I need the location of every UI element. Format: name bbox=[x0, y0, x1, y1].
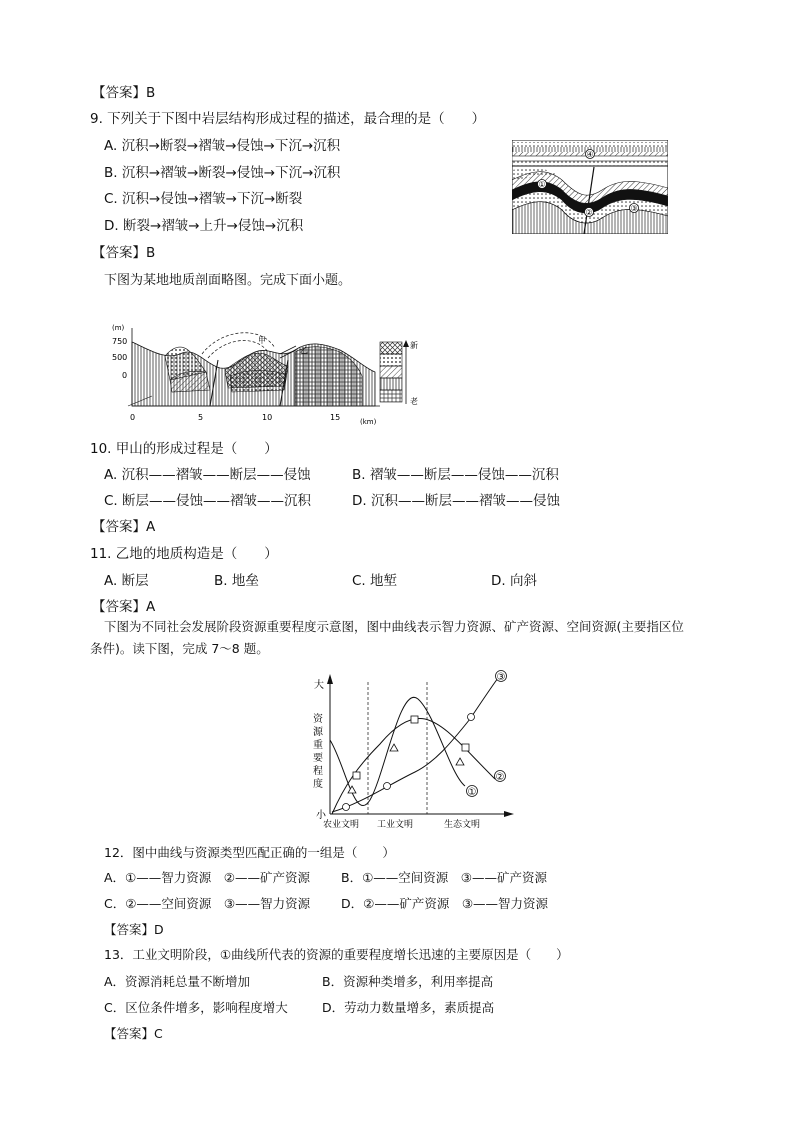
question-10-option-b: B. 褶皱——断层——侵蚀——沉积 bbox=[352, 467, 559, 483]
question-10-option-d: D. 沉积——断层——褶皱——侵蚀 bbox=[352, 493, 560, 509]
resource-chart bbox=[300, 664, 520, 834]
answer-11: 【答案】A bbox=[92, 599, 156, 615]
geological-profile-figure bbox=[110, 320, 440, 430]
answer-12: 【答案】D bbox=[104, 922, 164, 937]
answer-10: 【答案】A bbox=[92, 519, 156, 535]
question-13-option-c: C．区位条件增多，影响程度增大 bbox=[104, 1000, 288, 1015]
series-2-marker bbox=[353, 772, 360, 779]
profile-ytick-0: 0 bbox=[122, 371, 128, 380]
profile-label-yi: 乙 bbox=[300, 346, 308, 355]
question-13-stem: 13．工业文明阶段，①曲线所代表的资源的重要程度增长迅速的主要原因是（ ） bbox=[104, 947, 569, 962]
answer-9: 【答案】B bbox=[92, 245, 156, 261]
profile-ytick-750: 750 bbox=[112, 337, 128, 346]
chart-ylabel-char: 重 bbox=[313, 740, 323, 751]
question-11-option-c: C. 地堑 bbox=[352, 573, 398, 589]
series-2-marker bbox=[411, 716, 418, 723]
question-9-option-b: B. 沉积→褶皱→断裂→侵蚀→下沉→沉积 bbox=[104, 165, 341, 181]
profile-xtick-10: 10 bbox=[262, 413, 273, 422]
answer-prev: 【答案】B bbox=[92, 85, 156, 101]
question-11-option-d: D. 向斜 bbox=[491, 573, 537, 589]
chart-ylabel-char: 源 bbox=[313, 727, 323, 738]
series-3-marker bbox=[384, 783, 391, 790]
question-12-option-a: A．①——智力资源 ②——矿产资源 bbox=[104, 870, 310, 885]
question-9-stem: 9. 下列关于下图中岩层结构形成过程的描述，最合理的是（ ） bbox=[90, 111, 486, 127]
strata-label-3: ③ bbox=[630, 204, 638, 213]
series-2-marker bbox=[462, 744, 469, 751]
series-3-marker bbox=[343, 804, 350, 811]
chart-y-bottom-label: 小 bbox=[316, 810, 326, 821]
rock-strata-figure bbox=[512, 140, 668, 234]
chart-y-top-label: 大 bbox=[314, 680, 324, 691]
legend-old: 老 bbox=[410, 397, 418, 406]
strata-label-4: ④ bbox=[586, 150, 594, 159]
question-11-option-b: B. 地垒 bbox=[214, 573, 259, 589]
series-1-label: ① bbox=[467, 787, 477, 798]
series-3-marker bbox=[468, 714, 475, 721]
profile-xtick-5: 5 bbox=[198, 413, 204, 422]
question-13-option-b: B．资源种类增多，利用率提高 bbox=[322, 974, 494, 989]
intro-profile: 下图为某地地质剖面略图。完成下面小题。 bbox=[104, 273, 352, 288]
chart-ylabel-char: 资 bbox=[313, 714, 323, 725]
series-2-label: ② bbox=[495, 772, 505, 783]
profile-unit-km: (km) bbox=[360, 418, 377, 426]
profile-xtick-15: 15 bbox=[330, 413, 341, 422]
question-10-option-a: A. 沉积——褶皱——断层——侵蚀 bbox=[104, 467, 311, 483]
question-13-option-a: A．资源消耗总量不断增加 bbox=[104, 974, 251, 989]
intro-resource-line1: 下图为不同社会发展阶段资源重要程度示意图，图中曲线表示智力资源、矿产资源、空间资源(主要指区位 bbox=[104, 619, 684, 634]
chart-ylabel-char: 要 bbox=[313, 753, 323, 764]
question-10-stem: 10. 甲山的形成过程是（ ） bbox=[90, 441, 278, 457]
series-3-label: ③ bbox=[496, 672, 506, 683]
profile-label-jia: 甲 bbox=[258, 336, 266, 345]
profile-ytick-500: 500 bbox=[112, 353, 128, 362]
question-13-option-d: D．劳动力数量增多，素质提高 bbox=[322, 1000, 495, 1015]
question-9-option-a: A. 沉积→断裂→褶皱→侵蚀→下沉→沉积 bbox=[104, 138, 341, 154]
question-12-option-d: D．②——矿产资源 ③——智力资源 bbox=[341, 896, 549, 911]
question-11-stem: 11. 乙地的地质构造是（ ） bbox=[90, 546, 278, 562]
chart-stage-agriculture: 农业文明 bbox=[323, 820, 360, 830]
question-12-stem: 12．图中曲线与资源类型匹配正确的一组是（ ） bbox=[104, 845, 395, 860]
question-12-option-b: B．①——空间资源 ③——矿产资源 bbox=[341, 870, 547, 885]
series-1-marker bbox=[456, 758, 464, 765]
chart-y-label bbox=[313, 712, 326, 790]
chart-ylabel-char: 度 bbox=[313, 779, 323, 790]
profile-xtick-0: 0 bbox=[130, 413, 136, 422]
chart-ylabel-char: 程 bbox=[313, 766, 323, 777]
series-2-line bbox=[332, 718, 495, 814]
question-9-option-d: D. 断裂→褶皱→上升→侵蚀→沉积 bbox=[104, 218, 304, 234]
question-12-option-c: C．②——空间资源 ③——智力资源 bbox=[104, 896, 311, 911]
chart-stage-industry: 工业文明 bbox=[377, 820, 414, 830]
question-11-option-a: A. 断层 bbox=[104, 573, 149, 589]
profile-unit-m: (m) bbox=[112, 324, 125, 332]
question-9-option-c: C. 沉积→侵蚀→褶皱→下沉→断裂 bbox=[104, 191, 303, 207]
intro-resource-line2: 条件)。读下图，完成 7～8 题。 bbox=[90, 641, 269, 656]
legend-new: 新 bbox=[410, 341, 418, 350]
strata-label-1: ① bbox=[538, 180, 546, 189]
strata-label-2: ② bbox=[585, 208, 593, 217]
chart-stage-ecology: 生态文明 bbox=[444, 820, 481, 830]
series-1-marker bbox=[390, 744, 398, 751]
question-10-option-c: C. 断层——侵蚀——褶皱——沉积 bbox=[104, 493, 312, 509]
answer-13: 【答案】C bbox=[104, 1026, 163, 1041]
